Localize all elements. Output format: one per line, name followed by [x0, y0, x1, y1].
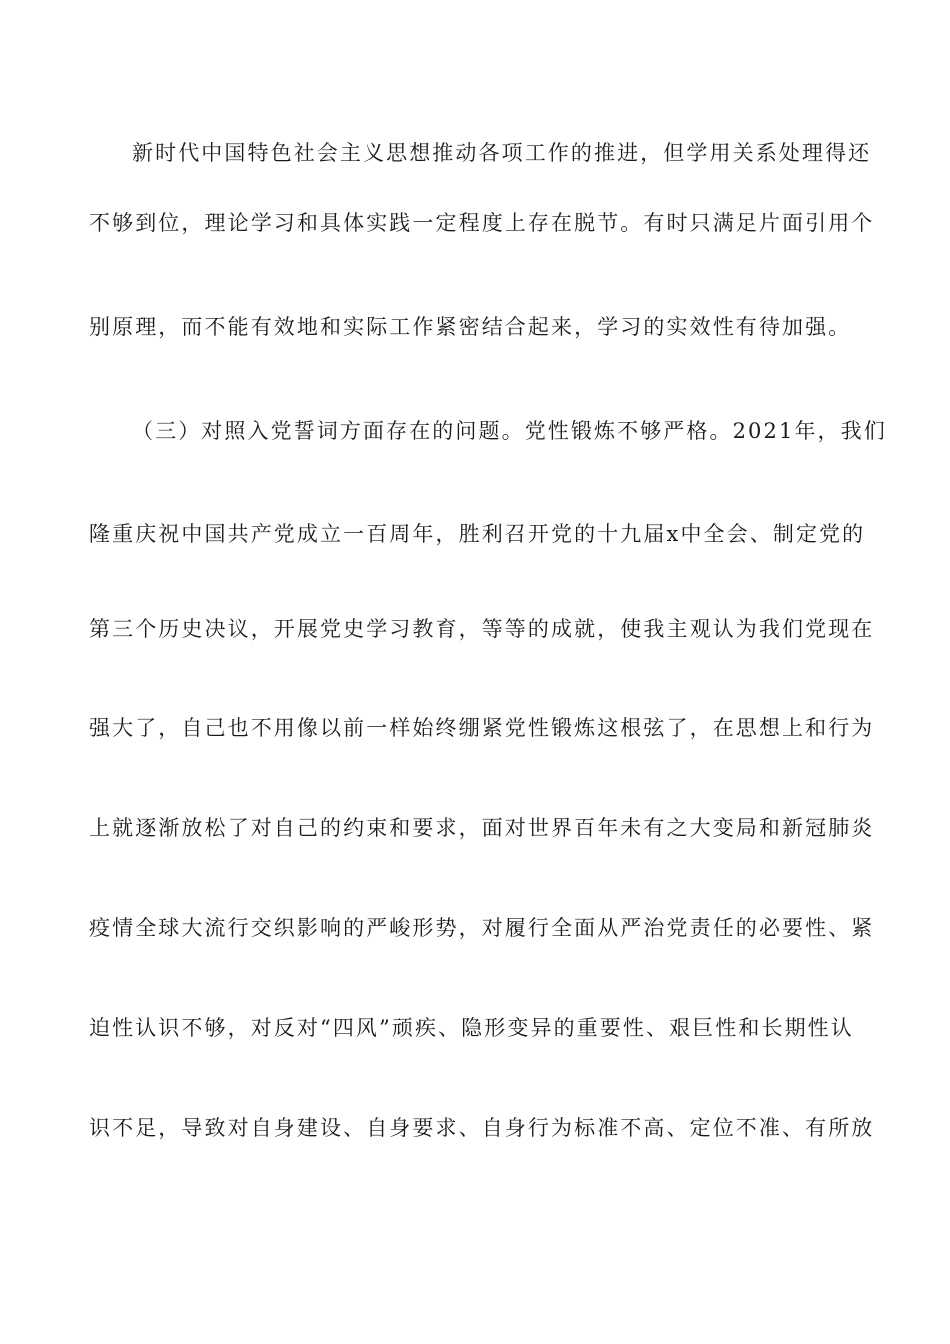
text-line: 第三个历史决议，开展党史学习教育，等等的成就，使我主观认为我们党现在	[89, 617, 875, 641]
text-line: 新时代中国特色社会主义思想推动各项工作的推进，但学用关系处理得还	[132, 141, 872, 165]
text-line: 识不足，导致对自身建设、自身要求、自身行为标准不高、定位不准、有所放	[89, 1116, 875, 1140]
text-line: 上就逐渐放松了对自己的约束和要求，面对世界百年未有之大变局和新冠肺炎	[89, 816, 875, 840]
text-line: 不够到位，理论学习和具体实践一定程度上存在脱节。有时只满足片面引用个	[89, 211, 875, 235]
text-line: 疫情全球大流行交织影响的严峻形势，对履行全面从严治党责任的必要性、紧	[89, 916, 875, 940]
text-line: 强大了，自己也不用像以前一样始终绷紧党性锻炼这根弦了，在思想上和行为	[89, 716, 875, 740]
text-line: 别原理，而不能有效地和实际工作紧密结合起来，学习的实效性有待加强。	[89, 315, 852, 339]
text-line: 隆重庆祝中国共产党成立一百周年，胜利召开党的十九届x中全会、制定党的	[89, 522, 866, 546]
text-line: 迫性认识不够，对反对“四风”顽疾、隐形变异的重要性、艰巨性和长期性认	[89, 1016, 854, 1040]
text-line: （三）对照入党誓词方面存在的问题。党性锻炼不够严格。2021年，我们	[132, 419, 887, 443]
